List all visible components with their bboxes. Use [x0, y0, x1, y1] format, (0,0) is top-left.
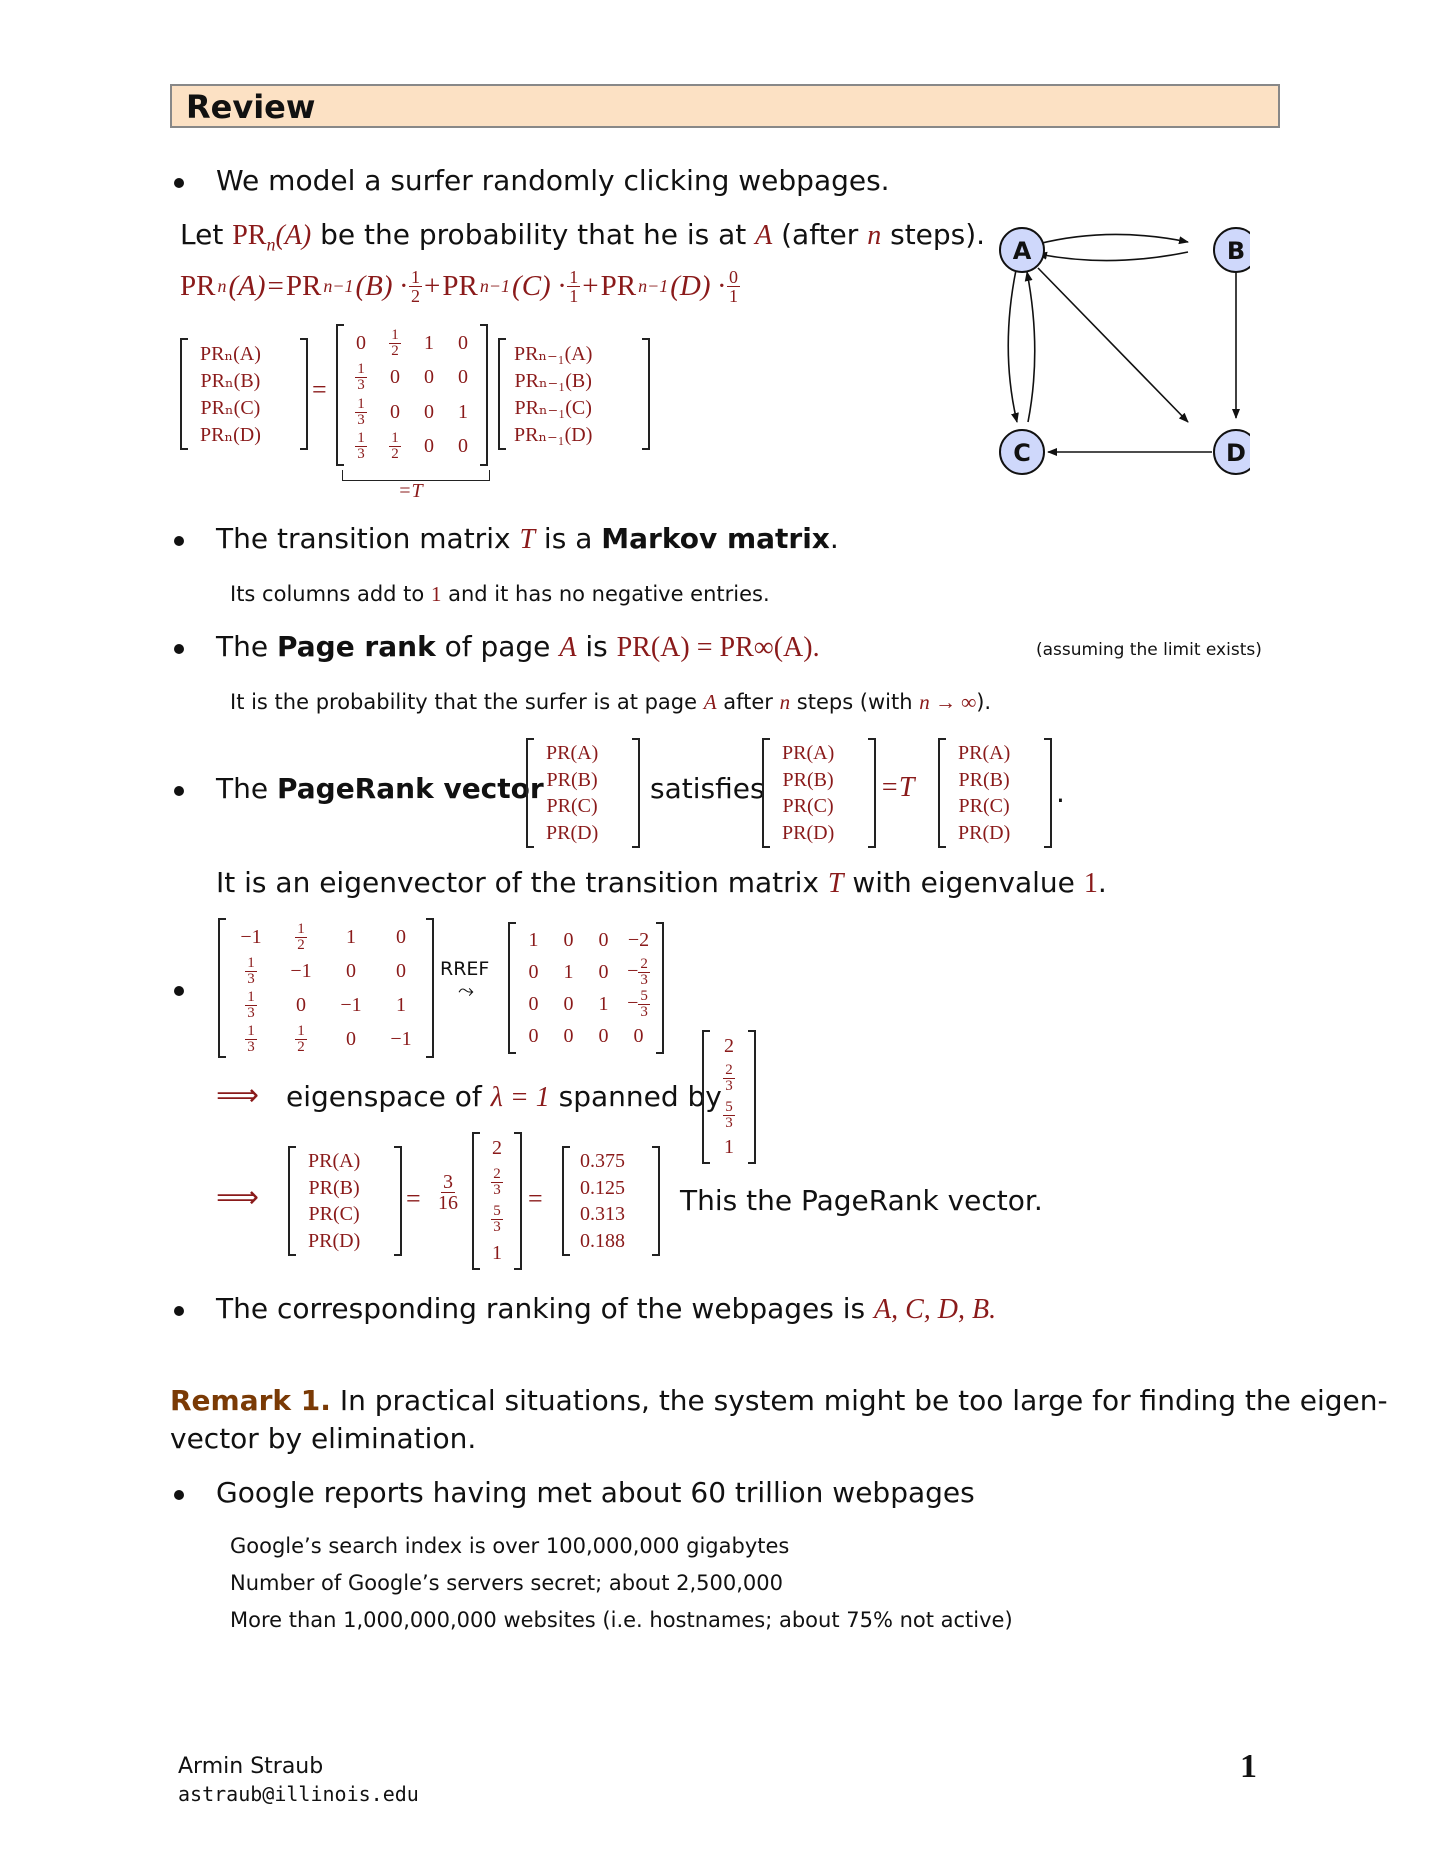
- rec-t3-sub: n−1: [638, 276, 669, 296]
- bullet-marker: [174, 178, 184, 188]
- let-A: A: [755, 220, 773, 251]
- pr-bold: Page rank: [276, 630, 436, 663]
- vector-entry: PR(B): [546, 768, 598, 791]
- edge-A-C: [1008, 270, 1017, 422]
- edge-A-B: [1038, 234, 1188, 244]
- matrix-entry: 0: [356, 331, 366, 354]
- matrix-entry: $\frac{1}{3}$: [247, 954, 255, 987]
- eigenspace-pre: eigenspace of: [286, 1080, 491, 1113]
- node-A-label: A: [1012, 237, 1032, 265]
- node-A: [1000, 228, 1044, 272]
- rec-f1-den: 2: [411, 286, 421, 306]
- remark-sub-3: More than 1,000,000,000 websites (i.e. hostnames; about 75% not active): [230, 1608, 1013, 1632]
- matrix-entry: $\frac{1}{2}$: [297, 920, 305, 953]
- pr-sub-pre: It is the probability that the surfer is at page: [230, 690, 704, 714]
- vector-entry: 0.375: [580, 1150, 625, 1173]
- matrix-entry: 0: [424, 400, 434, 423]
- ranking-math: A, C, D, B.: [874, 1294, 997, 1325]
- vector-entry: PR(C): [308, 1203, 360, 1226]
- transition-matrix: [336, 326, 488, 464]
- remark-sub-1: Google’s search index is over 100,000,000 gigabytes: [230, 1534, 790, 1558]
- matrix-entry: 0: [458, 366, 468, 389]
- pr-pre: The: [216, 630, 277, 663]
- pr-sub-n: n: [779, 690, 791, 714]
- markov-line: [216, 522, 839, 556]
- matrix-entry: 0: [296, 993, 306, 1016]
- matrix-entry: 0: [563, 992, 574, 1015]
- matrix-entry: 1: [346, 925, 356, 948]
- markov-sub-one: 1: [430, 582, 442, 606]
- pr-sub-post1: steps (with: [790, 690, 920, 714]
- matrix-entry: 1: [598, 992, 609, 1015]
- rref-arrow-icon: ⤳: [458, 978, 474, 1002]
- matrix-entry: 0: [390, 400, 400, 423]
- bullet-marker: [174, 986, 184, 996]
- matrix-entry: 0: [424, 366, 434, 389]
- matrix-entry: 0: [396, 925, 406, 948]
- matrix-entry: 0: [633, 1024, 644, 1047]
- matrix-entry: 0: [346, 959, 356, 982]
- eigenvector: [702, 1032, 756, 1162]
- pr-formula: PR(A) = PR∞(A).: [616, 632, 820, 663]
- matrix-entry: 0: [598, 1024, 609, 1047]
- matrix-entry: −1: [290, 959, 312, 982]
- matrix-entry: 0: [424, 435, 434, 458]
- pr-mid: of page: [435, 630, 560, 663]
- rec-f1-num: 1: [411, 267, 421, 287]
- rref-input-entries: [226, 920, 426, 1056]
- vector-entry: PRₙ(A): [200, 342, 261, 365]
- pr-sub-mid: after: [716, 690, 780, 714]
- section-header-box: [170, 84, 1280, 128]
- vector-entry: 2: [724, 1034, 734, 1057]
- rhs-vector-entries: [514, 340, 592, 448]
- eig-post: .: [1097, 866, 1107, 899]
- let-line: [180, 218, 985, 256]
- rec-f2-num: 1: [569, 267, 579, 287]
- edge-C-A: [1027, 272, 1035, 422]
- prv-vector-2-entries: [782, 740, 834, 846]
- rref-output-entries: [516, 924, 656, 1052]
- vector-entry: PR(A): [958, 742, 1011, 765]
- vector-entry: 0.313: [580, 1203, 625, 1226]
- matrix-entry: 1: [528, 928, 539, 951]
- let-mid: be the probability that he is at: [311, 218, 756, 251]
- vector-entry: PRₙ₋₁(B): [514, 369, 592, 392]
- prv-line: [216, 772, 544, 805]
- remark-line1: [170, 1384, 1388, 1417]
- final-scale: [436, 1172, 460, 1213]
- matrix-entry: $\frac{1}{3}$: [357, 430, 365, 463]
- vector-entry: PR(D): [546, 821, 599, 844]
- bullet-marker: [174, 536, 184, 546]
- final-text: This the PageRank vector.: [680, 1184, 1043, 1217]
- page-number: 1: [1240, 1748, 1257, 1785]
- implies-icon: ⟹: [216, 1180, 260, 1215]
- matrix-entry: −1: [390, 1027, 412, 1050]
- rec-t3-arg: (D) ·: [670, 270, 725, 302]
- prv-pre: The: [216, 772, 277, 805]
- matrix-entry: 1: [563, 960, 574, 983]
- vector-entry: $\frac{2}{3}$: [493, 1165, 501, 1198]
- remark-label: Remark 1.: [170, 1384, 331, 1417]
- vector-entry: 2: [492, 1137, 502, 1160]
- vector-entry: PRₙ(B): [200, 369, 261, 392]
- lhs-vector: [180, 340, 308, 448]
- let-n: n: [867, 220, 882, 251]
- vector-entry: $\frac{5}{3}$: [725, 1098, 733, 1131]
- bullet-marker: [174, 786, 184, 796]
- let-sub: n: [266, 234, 276, 255]
- matrix-entry: −1: [240, 925, 262, 948]
- ranking-pre: The corresponding ranking of the webpages is: [216, 1292, 875, 1325]
- markov-sub-pre: Its columns add to: [230, 582, 431, 606]
- rec-t1-arg: (B) ·: [355, 270, 408, 302]
- remark-bullet: Google reports having met about 60 trillion webpages: [216, 1476, 975, 1509]
- bullet-marker: [174, 1306, 184, 1316]
- matrix-entry: 0: [528, 992, 539, 1015]
- vector-entry: PR(D): [308, 1229, 361, 1252]
- eig-mid: with eigenvalue: [843, 866, 1084, 899]
- eig-line: [216, 866, 1107, 900]
- web-graph: [990, 220, 1250, 480]
- let-post: steps).: [881, 218, 986, 251]
- intro-bullet: We model a surfer randomly clicking webpages.: [216, 164, 890, 197]
- markov-post: .: [829, 522, 839, 555]
- vector-entry: PRₙ₋₁(A): [514, 342, 593, 365]
- vector-entry: 1: [724, 1136, 734, 1159]
- rref-output-matrix: [508, 924, 664, 1052]
- edge-B-A: [1038, 252, 1188, 261]
- rref-label: RREF: [440, 958, 490, 980]
- eig-one: 1: [1083, 868, 1098, 899]
- node-B: [1214, 228, 1250, 272]
- footer-email: astraub@illinois.edu: [178, 1782, 419, 1806]
- vector-entry: PR(B): [308, 1176, 360, 1199]
- eig-T: T: [827, 868, 844, 899]
- let-post-pre: (after: [772, 218, 868, 251]
- section-title: Review: [186, 88, 316, 126]
- rec-plus2: +: [582, 270, 599, 302]
- matrix-entry: 0: [528, 960, 539, 983]
- matrix-entry: $\frac{1}{2}$: [391, 326, 399, 359]
- markov-mid: is a: [535, 522, 602, 555]
- matrix-entry: 0: [390, 366, 400, 389]
- matrix-entry: − $\frac{5}{3}$: [627, 987, 648, 1020]
- final-scale-num: 3: [443, 1171, 453, 1193]
- matrix-entry: $\frac{1}{3}$: [247, 988, 255, 1021]
- matrix-entry: $\frac{1}{2}$: [297, 1022, 305, 1055]
- vector-entry: PRₙ₋₁(C): [514, 396, 592, 419]
- let-pr: PR: [232, 220, 267, 251]
- pr-sub-A: A: [703, 690, 717, 714]
- prv-vector-entries: [546, 740, 598, 846]
- matrix-entry: 0: [458, 435, 468, 458]
- final-eq2: =: [528, 1184, 543, 1213]
- matrix-entry: 0: [563, 1024, 574, 1047]
- recurrence-formula: [180, 268, 740, 305]
- rec-lhs-arg: (A): [228, 270, 266, 302]
- matrix-entry: 1: [458, 400, 468, 423]
- final-lhs-vector: [288, 1148, 402, 1254]
- matrix-entry: 0: [458, 331, 468, 354]
- rec-plus1: +: [424, 270, 441, 302]
- vector-entry: PR(D): [958, 821, 1011, 844]
- vector-entry: PR(C): [782, 795, 834, 818]
- markov-pre: The transition matrix: [216, 522, 520, 555]
- rec-eq: =: [267, 270, 284, 302]
- vector-entry: PRₙ₋₁(D): [514, 423, 593, 446]
- rec-lhs: PR: [180, 270, 216, 302]
- vector-entry: PR(B): [958, 768, 1010, 791]
- final-eigenvector-entries: [474, 1134, 520, 1268]
- bullet-marker: [174, 1490, 184, 1500]
- rec-t2-arg: (C) ·: [512, 270, 566, 302]
- node-D-label: D: [1226, 439, 1246, 467]
- vector-entry: PR(A): [308, 1150, 361, 1173]
- vector-entry: PR(D): [782, 821, 835, 844]
- eigenspace-text: [286, 1080, 722, 1114]
- rec-f3-den: 1: [728, 286, 738, 306]
- vector-entry: $\frac{5}{3}$: [493, 1203, 501, 1236]
- node-D: [1214, 430, 1250, 474]
- matrix-entry: $\frac{1}{3}$: [247, 1022, 255, 1055]
- rec-t1: PR: [285, 270, 322, 302]
- vector-entry: PR(C): [958, 795, 1010, 818]
- node-B-label: B: [1226, 237, 1246, 265]
- rec-f2-den: 1: [569, 286, 579, 306]
- rec-t3: PR: [600, 270, 637, 302]
- final-scale-den: 16: [438, 1192, 458, 1214]
- rec-t2: PR: [442, 270, 478, 302]
- vector-entry: PRₙ(D): [200, 423, 261, 446]
- footer-author: Armin Straub: [178, 1754, 324, 1779]
- vector-entry: 0.188: [580, 1229, 625, 1252]
- matrix-entry: −1: [340, 993, 362, 1016]
- prv-vector-3-entries: [958, 740, 1010, 846]
- final-result-vector: [562, 1148, 660, 1254]
- remark-sub-2: Number of Google’s servers secret; about 2,500,000: [230, 1571, 784, 1595]
- edge-A-D: [1038, 268, 1188, 422]
- prv-vector: [526, 740, 640, 846]
- ranking-line: [216, 1292, 996, 1326]
- vector-entry: PRₙ(C): [200, 396, 261, 419]
- matrix-entry: $\frac{1}{3}$: [357, 361, 365, 394]
- rec-t2-sub: n−1: [479, 276, 511, 296]
- matrix-entry: − $\frac{2}{3}$: [627, 955, 648, 988]
- matrix-entry: 0: [563, 928, 574, 951]
- let-arg: (A): [275, 220, 312, 251]
- matrix-entry: $\frac{1}{2}$: [391, 430, 399, 463]
- matrix-eq-sign: =: [312, 375, 327, 404]
- transition-matrix-entries: [344, 326, 480, 464]
- rec-lhs-sub: n: [217, 276, 227, 296]
- vector-entry: PR(A): [546, 742, 599, 765]
- matrix-entry: $\frac{1}{3}$: [357, 395, 365, 428]
- vector-entry: 0.125: [580, 1176, 625, 1199]
- markov-sub: [230, 582, 770, 607]
- node-C-label: C: [1013, 439, 1031, 467]
- underbrace-label: =T: [398, 480, 423, 502]
- remark-line2: vector by elimination.: [170, 1422, 477, 1455]
- markov-sub-post: and it has no negative entries.: [441, 582, 770, 606]
- pagerank-line: [216, 630, 820, 664]
- prv-vector-3: [938, 740, 1052, 846]
- rhs-vector: [498, 340, 650, 448]
- vector-entry: $\frac{2}{3}$: [725, 1062, 733, 1095]
- prv-satisfies: satisfies: [650, 772, 765, 805]
- matrix-entry: 1: [396, 993, 406, 1016]
- pr-sub-lim: n → ∞: [919, 690, 977, 714]
- vector-entry: PR(A): [782, 742, 835, 765]
- let-pre: Let: [180, 218, 233, 251]
- eigenspace-post: spanned by: [549, 1080, 722, 1113]
- rec-f3-num: 0: [728, 267, 738, 287]
- lhs-vector-entries: [200, 340, 261, 448]
- pr-sub: [230, 690, 991, 715]
- eigenvector-entries: [704, 1032, 754, 1162]
- vector-entry: PR(C): [546, 795, 598, 818]
- markov-T: T: [519, 524, 536, 555]
- node-C: [1000, 430, 1044, 474]
- remark-text1: In practical situations, the system might be too large for finding the eigen-: [330, 1384, 1388, 1417]
- matrix-entry: 1: [424, 331, 434, 354]
- matrix-entry: 0: [346, 1027, 356, 1050]
- final-eq1: =: [406, 1184, 421, 1213]
- pr-is: is: [576, 630, 617, 663]
- final-eigenvector: [472, 1134, 522, 1268]
- matrix-entry: 0: [598, 928, 609, 951]
- pr-sub-post2: ).: [976, 690, 992, 714]
- markov-bold: Markov matrix: [601, 522, 830, 555]
- eig-pre: It is an eigenvector of the transition matrix: [216, 866, 828, 899]
- eigenspace-lambda: λ = 1: [490, 1082, 550, 1113]
- matrix-entry: −2: [627, 928, 650, 951]
- prv-period: .: [1056, 776, 1065, 809]
- implies-icon: ⟹: [216, 1078, 260, 1113]
- matrix-entry: 0: [396, 959, 406, 982]
- prv-bold: PageRank vector: [276, 772, 544, 805]
- vector-entry: 1: [492, 1241, 502, 1264]
- rref-input-matrix: [218, 920, 434, 1056]
- pr-note: (assuming the limit exists): [1036, 640, 1262, 660]
- matrix-entry: 0: [598, 960, 609, 983]
- prv-vector-2: [762, 740, 876, 846]
- matrix-entry: 0: [528, 1024, 539, 1047]
- pr-A: A: [559, 632, 577, 663]
- bullet-marker: [174, 644, 184, 654]
- vector-entry: PR(B): [782, 768, 834, 791]
- rec-t1-sub: n−1: [323, 276, 354, 296]
- final-result-entries: [580, 1148, 625, 1254]
- prv-eqT: =T: [880, 772, 915, 803]
- final-lhs-entries: [308, 1148, 360, 1254]
